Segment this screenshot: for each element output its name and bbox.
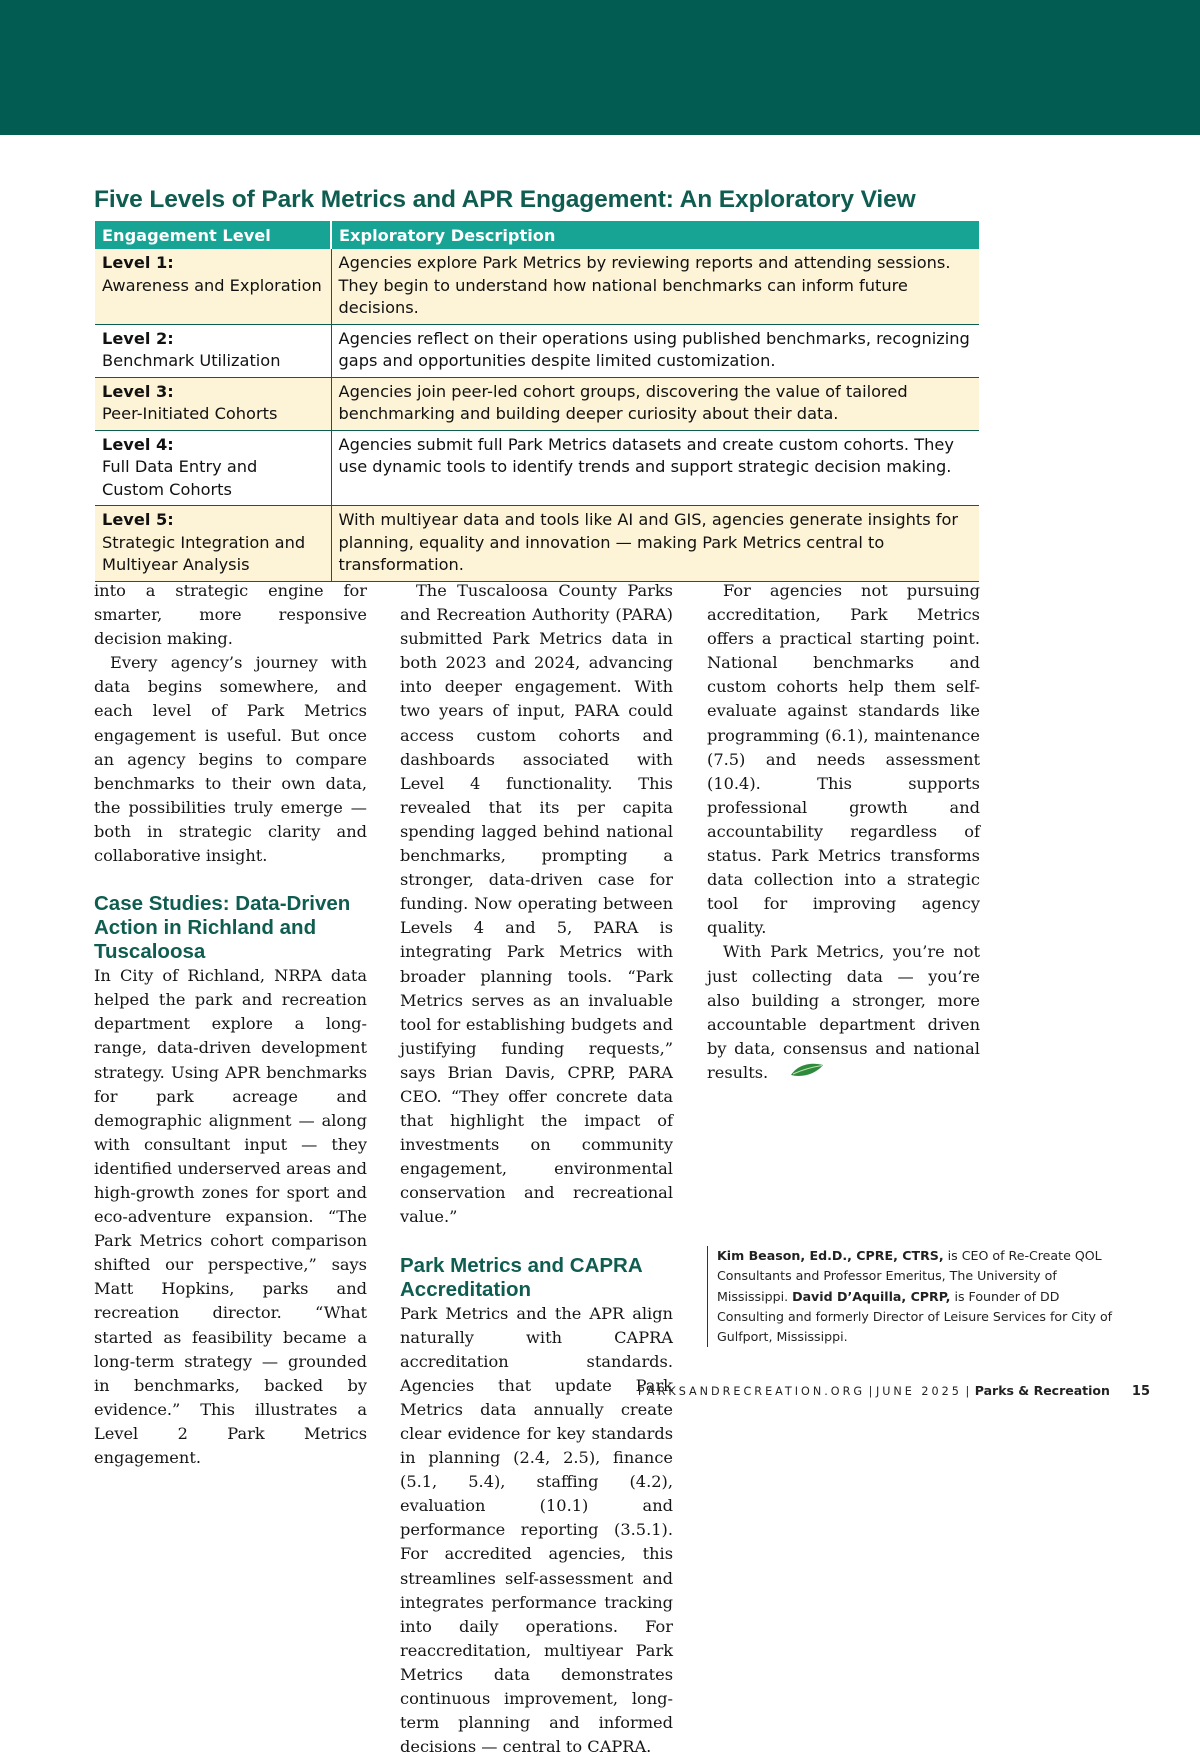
description-cell: With multiyear data and tools like AI and GIS, agencies generate insights for planning, equality and innovation — making Park Metrics central to transformation.	[331, 506, 979, 582]
paragraph: For agencies not pursuing accreditation, Park Metrics offers a practical starting point. National benchmarks and custom cohorts help them self-evaluate against standards like programming (6.1), maintenance (7.5) and needs assessment (10.4). This supports professional growth and accountability regardless of status. Park Metrics transforms data collection into a strategic tool for improving agency quality.	[707, 581, 980, 938]
author-bio	[707, 1246, 1127, 1347]
level-name: Benchmark Utilization	[102, 351, 281, 370]
paragraph: Park Metrics and the APR align naturally with CAPRA accreditation standards. Agencies that update Park Metrics data annually create clear evidence for key standards in planning (2.4, 2.5), finance (5.1, 5.4), staffing (4.2), evaluation (10.1) and performance reporting (3.5.1). For accredited agencies, this streamlines self-assessment and integrates performance tracking into daily operations. For reaccreditation, multiyear Park Metrics data demonstrates continuous improvement, long-term planning and informed decisions — central to CAPRA.	[400, 1303, 673, 1757]
page-number: 15	[1131, 1384, 1150, 1399]
paragraph: into a strategic engine for smarter, more responsive decision making.	[94, 581, 367, 649]
level-name: Full Data Entry and Custom Cohorts	[102, 457, 258, 499]
table-title: Five Levels of Park Metrics and APR Engagement: An Exploratory View	[94, 186, 916, 213]
footer-separator: |	[961, 1385, 973, 1398]
table-row	[95, 377, 979, 430]
level-label: Level 5:	[102, 510, 174, 529]
author2-desc: is Founder of DD Consulting and formerly Director of Leisure Services for City of Gulfport, Mississippi.	[717, 1288, 1113, 1345]
author1-name: Kim Beason, Ed.D., CPRE, CTRS,	[717, 1248, 944, 1263]
engagement-levels-table	[95, 221, 979, 582]
section-heading-case-studies: Case Studies: Data-Driven Action in Richland and Tuscaloosa	[94, 892, 351, 964]
level-label: Level 2:	[102, 328, 174, 348]
level-cell	[95, 324, 331, 377]
page-footer	[600, 1383, 1150, 1399]
footer-site: PARKSANDRECREATION.ORG	[637, 1385, 866, 1398]
level-cell	[95, 249, 331, 324]
header-band	[0, 0, 1200, 135]
level-label: Level 3:	[102, 381, 174, 401]
level-label: Level 1:	[102, 253, 174, 272]
footer-issue: JUNE 2025	[875, 1385, 962, 1398]
table-row	[95, 430, 979, 506]
description-cell: Agencies join peer-led cohort groups, discovering the value of tailored benchmarking and building deeper curiosity about their data.	[331, 377, 979, 430]
description-cell: Agencies explore Park Metrics by reviewing reports and attending sessions. They begin to understand how national benchmarks can inform future decisions.	[331, 249, 979, 324]
table-row	[95, 324, 979, 377]
table-row	[95, 506, 979, 582]
header-engagement-level: Engagement Level	[95, 221, 331, 249]
level-name: Peer-Initiated Cohorts	[102, 404, 278, 423]
footer-magazine: Parks & Recreation	[974, 1383, 1110, 1398]
article-column-1	[94, 579, 367, 1470]
level-name: Awareness and Exploration	[102, 275, 322, 295]
table-header-row	[95, 221, 979, 249]
header-exploratory-description: Exploratory Description	[331, 221, 979, 249]
table-row	[95, 249, 979, 324]
paragraph: The Tuscaloosa County Parks and Recreation Authority (PARA) submitted Park Metrics data in both 2023 and 2024, advancing into deeper engagement. With two years of input, PARA could access custom cohorts and dashboards associated with Level 4 functionality. This revealed that its per capita spending lagged behind national benchmarks, prompting a stronger, data-driven case for funding. Now operating between Levels 4 and 5, PARA is integrating Park Metrics with broader planning tools. “Park Metrics serves as an invaluable tool for establishing budgets and justifying funding requests,” says Brian Davis, CPRP, PARA CEO. “They offer concrete data that highlight the impact of investments on community engagement, environmental conservation and recreational value.”	[400, 581, 673, 1227]
level-cell	[95, 430, 331, 506]
level-cell	[95, 377, 331, 430]
level-label: Level 4:	[102, 434, 174, 454]
author2-name: David D’Aquilla, CPRP,	[792, 1288, 951, 1304]
paragraph: Every agency’s journey with data begins somewhere, and each level of Park Metrics engagement is useful. But once an agency begins to compare benchmarks to their own data, the possibilities truly emerge — both in strategic clarity and collaborative insight.	[94, 653, 367, 866]
paragraph: In City of Richland, NRPA data helped the park and recreation department explore a long-range, data-driven development strategy. Using APR benchmarks for park acreage and demographic alignment — along with consultant input — they identified underserved areas and high-growth zones for sport and eco-adventure expansion. “The Park Metrics cohort comparison shifted our perspective,” says Matt Hopkins, parks and recreation director. “What started as feasibility became a long-term strategy — grounded in benchmarks, backed by evidence.” This illustrates a Level 2 Park Metrics engagement.	[94, 966, 367, 1467]
level-cell	[95, 506, 331, 582]
level-name: Strategic Integration and Multiyear Analysis	[102, 532, 306, 574]
article-column-2	[400, 579, 673, 1759]
author1-desc: is CEO of Re-Create QOL Consultants and Professor Emeritus, The University of Mississippi.	[717, 1248, 1102, 1304]
leaf-icon	[774, 1061, 824, 1085]
description-cell: Agencies submit full Park Metrics datasets and create custom cohorts. They use dynamic tools to identify trends and support strategic decision making.	[331, 430, 979, 506]
article-column-3	[707, 579, 980, 1085]
section-heading-capra: Park Metrics and CAPRA Accreditation	[400, 1253, 642, 1301]
paragraph-final	[707, 940, 980, 1085]
footer-separator: |	[865, 1385, 876, 1398]
description-cell: Agencies reflect on their operations using published benchmarks, recognizing gaps and opportunities despite limited customization.	[331, 324, 979, 377]
final-text: With Park Metrics, you’re not just collecting data — you’re also building a stronger, more accountable department driven by data, consensus and national results.	[707, 942, 980, 1082]
